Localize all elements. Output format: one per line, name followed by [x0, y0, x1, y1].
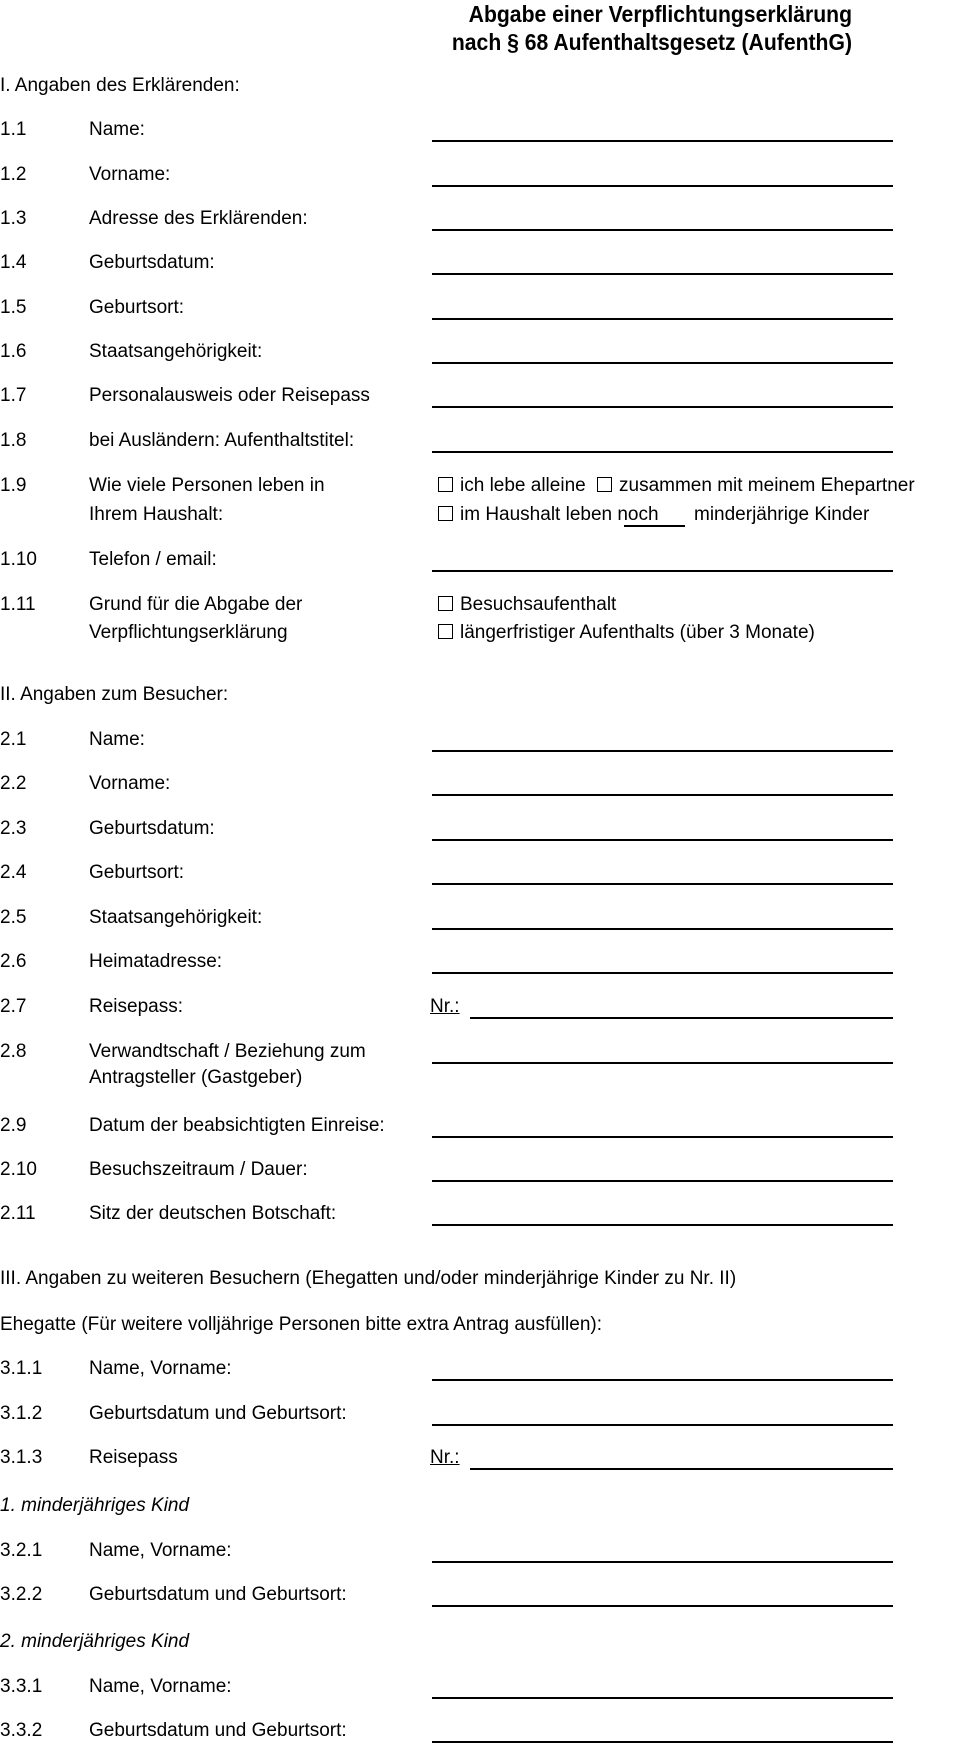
field-number: 1.8	[0, 430, 27, 451]
field-3-2-2	[0, 1582, 960, 1608]
field-number: 1.11	[0, 594, 36, 615]
field-number: 3.3.1	[0, 1676, 43, 1697]
field-label: Geburtsdatum und Geburtsort:	[89, 1403, 347, 1424]
child-2-label: 2. minderjähriges Kind	[0, 1631, 190, 1652]
visitor-name-input-line[interactable]	[432, 750, 893, 752]
field-label: Antragsteller (Gastgeber)	[89, 1067, 303, 1088]
title-line-2: nach § 68 Aufenthaltsgesetz (AufenthG)	[451, 29, 852, 55]
field-label: Name:	[89, 729, 145, 750]
field-number: 2.6	[0, 951, 27, 972]
field-number: 2.5	[0, 907, 27, 928]
field-number: 1.2	[0, 164, 27, 185]
field-number: 1.5	[0, 297, 27, 318]
field-1-11	[0, 592, 960, 618]
field-label: Telefon / email:	[89, 549, 217, 570]
field-1-4	[0, 250, 960, 276]
field-number: 3.1.1	[0, 1358, 43, 1379]
child-1-label: 1. minderjähriges Kind	[0, 1495, 190, 1516]
field-number: 1.9	[0, 475, 27, 496]
field-number: 1.7	[0, 385, 27, 406]
section-1-heading: I. Angaben des Erklärenden:	[0, 75, 240, 96]
field-2-8-line-2	[0, 1065, 960, 1091]
phone-email-input-line[interactable]	[432, 570, 893, 572]
field-2-2	[0, 771, 960, 797]
field-number: 1.6	[0, 341, 27, 362]
field-number: 2.7	[0, 996, 27, 1017]
field-number: 2.10	[0, 1159, 37, 1180]
field-2-9	[0, 1113, 960, 1139]
field-label: Adresse des Erklärenden:	[89, 208, 308, 229]
duration-input-line[interactable]	[432, 1180, 893, 1182]
spouse-note: Für weitere volljährige Personen bitte extra Antrag ausfüllen):	[87, 1314, 602, 1335]
field-1-3	[0, 206, 960, 232]
field-number: 1.10	[0, 549, 37, 570]
checkbox-label: zusammen mit meinem Ehepartner	[619, 475, 915, 496]
field-number: 1.1	[0, 119, 27, 140]
checkbox-long-stay[interactable]	[438, 624, 453, 639]
field-2-7	[0, 994, 960, 1020]
checkbox-visit[interactable]	[438, 596, 453, 611]
field-3-1-3	[0, 1445, 960, 1471]
field-1-10	[0, 547, 960, 573]
field-label: Vorname:	[89, 773, 171, 794]
field-label: Sitz der deutschen Botschaft:	[89, 1203, 337, 1224]
field-number: 2.3	[0, 818, 27, 839]
child-2-birth-input-line[interactable]	[432, 1741, 893, 1743]
nationality-input-line[interactable]	[432, 362, 893, 364]
field-number: 3.1.3	[0, 1447, 43, 1468]
field-3-1-1	[0, 1356, 960, 1382]
section-2-heading: II. Angaben zum Besucher:	[0, 684, 229, 705]
spouse-heading	[0, 1312, 602, 1338]
field-label: Staatsangehörigkeit:	[89, 341, 263, 362]
field-label: Heimatadresse:	[89, 951, 223, 972]
field-1-5	[0, 295, 960, 321]
field-2-1	[0, 727, 960, 753]
spouse-name-input-line[interactable]	[432, 1379, 893, 1381]
field-number: 1.3	[0, 208, 27, 229]
field-2-3	[0, 816, 960, 842]
nr-label: Nr.:	[430, 996, 460, 1017]
birthdate-input-line[interactable]	[432, 273, 893, 275]
field-label: Name, Vorname:	[89, 1540, 232, 1561]
section-3-heading: III. Angaben zu weiteren Besuchern (Ehegatten und/oder minderjährige Kinder zu Nr. II)	[0, 1268, 737, 1289]
field-3-3-2	[0, 1718, 960, 1744]
visitor-vorname-input-line[interactable]	[432, 794, 893, 796]
checkbox-label: ich lebe alleine	[460, 475, 586, 496]
field-label: Vorname:	[89, 164, 171, 185]
field-label: Grund für die Abgabe der	[89, 594, 303, 615]
child-1-name-input-line[interactable]	[432, 1561, 893, 1563]
field-label: Geburtsdatum und Geburtsort:	[89, 1584, 347, 1605]
field-label: Name:	[89, 119, 145, 140]
field-label: Reisepass	[89, 1447, 178, 1468]
checkbox-label: im Haushalt leben noch	[460, 504, 659, 525]
field-1-7	[0, 383, 960, 409]
field-3-1-2	[0, 1401, 960, 1427]
field-label: Name, Vorname:	[89, 1358, 232, 1379]
nr-label: Nr.:	[430, 1447, 460, 1468]
field-number: 2.9	[0, 1115, 27, 1136]
field-number: 2.2	[0, 773, 27, 794]
checkbox-label: längerfristiger Aufenthalts (über 3 Monate)	[460, 622, 815, 643]
checkbox-label: Besuchsaufenthalt	[460, 594, 617, 615]
birthplace-input-line[interactable]	[432, 318, 893, 320]
title-line-1: Abgabe einer Verpflichtungserklärung	[468, 1, 852, 27]
field-label: Geburtsdatum und Geburtsort:	[89, 1720, 347, 1741]
field-label: Geburtsdatum:	[89, 252, 215, 273]
checkbox-label: minderjährige Kinder	[694, 504, 870, 525]
field-label: Wie viele Personen leben in	[89, 475, 325, 496]
field-1-9-line-2	[0, 502, 960, 528]
spouse-label: Ehegatte (	[0, 1314, 88, 1335]
field-1-1	[0, 117, 960, 143]
residence-permit-input-line[interactable]	[432, 451, 893, 453]
visitor-nationality-input-line[interactable]	[432, 928, 893, 930]
field-label: Name, Vorname:	[89, 1676, 232, 1697]
field-label: Geburtsdatum:	[89, 818, 215, 839]
entry-date-input-line[interactable]	[432, 1136, 893, 1138]
field-label: Reisepass:	[89, 996, 183, 1017]
field-2-5	[0, 905, 960, 931]
field-label: Besuchszeitraum / Dauer:	[89, 1159, 308, 1180]
address-input-line[interactable]	[432, 229, 893, 231]
field-2-11	[0, 1201, 960, 1227]
child-1-heading	[0, 1493, 189, 1519]
field-label: Verpflichtungserklärung	[89, 622, 288, 643]
field-number: 2.4	[0, 862, 27, 883]
child-1-birth-input-line[interactable]	[432, 1605, 893, 1607]
field-label: Geburtsort:	[89, 862, 185, 883]
field-2-10	[0, 1157, 960, 1183]
field-number: 3.2.2	[0, 1584, 43, 1605]
children-count-input-line[interactable]	[624, 525, 685, 527]
field-2-8	[0, 1039, 960, 1065]
field-number: 2.8	[0, 1041, 27, 1062]
field-number: 2.11	[0, 1203, 36, 1224]
checkbox-alone[interactable]	[438, 477, 453, 492]
passport-number-input-line[interactable]	[470, 1017, 893, 1019]
checkbox-children[interactable]	[438, 506, 453, 521]
visitor-birthdate-input-line[interactable]	[432, 839, 893, 841]
field-1-11-line-2	[0, 620, 960, 646]
field-label: bei Ausländern: Aufenthaltstitel:	[89, 430, 355, 451]
field-label: Ihrem Haushalt:	[89, 504, 224, 525]
field-1-2	[0, 162, 960, 188]
visitor-birthplace-input-line[interactable]	[432, 883, 893, 885]
relationship-input-line[interactable]	[432, 1062, 893, 1064]
id-input-line[interactable]	[432, 406, 893, 408]
field-number: 3.2.1	[0, 1540, 43, 1561]
child-2-heading	[0, 1629, 189, 1655]
vorname-input-line[interactable]	[432, 185, 893, 187]
field-1-8	[0, 428, 960, 454]
field-label: Staatsangehörigkeit:	[89, 907, 263, 928]
field-label: Datum der beabsichtigten Einreise:	[89, 1115, 385, 1136]
embassy-input-line[interactable]	[432, 1224, 893, 1226]
field-number: 3.3.2	[0, 1720, 43, 1741]
checkbox-with-spouse[interactable]	[597, 477, 612, 492]
field-1-9	[0, 473, 960, 499]
field-2-6	[0, 949, 960, 975]
field-3-2-1	[0, 1538, 960, 1564]
field-number: 2.1	[0, 729, 27, 750]
field-label: Verwandtschaft / Beziehung zum	[89, 1041, 366, 1062]
field-number: 1.4	[0, 252, 27, 273]
spouse-birth-input-line[interactable]	[432, 1424, 893, 1426]
home-address-input-line[interactable]	[432, 972, 893, 974]
name-input-line[interactable]	[432, 140, 893, 142]
child-2-name-input-line[interactable]	[432, 1697, 893, 1699]
field-2-4	[0, 860, 960, 886]
field-number: 3.1.2	[0, 1403, 43, 1424]
field-label: Geburtsort:	[89, 297, 185, 318]
field-1-6	[0, 339, 960, 365]
spouse-passport-input-line[interactable]	[470, 1468, 893, 1470]
field-label: Personalausweis oder Reisepass	[89, 385, 370, 406]
field-3-3-1	[0, 1674, 960, 1700]
